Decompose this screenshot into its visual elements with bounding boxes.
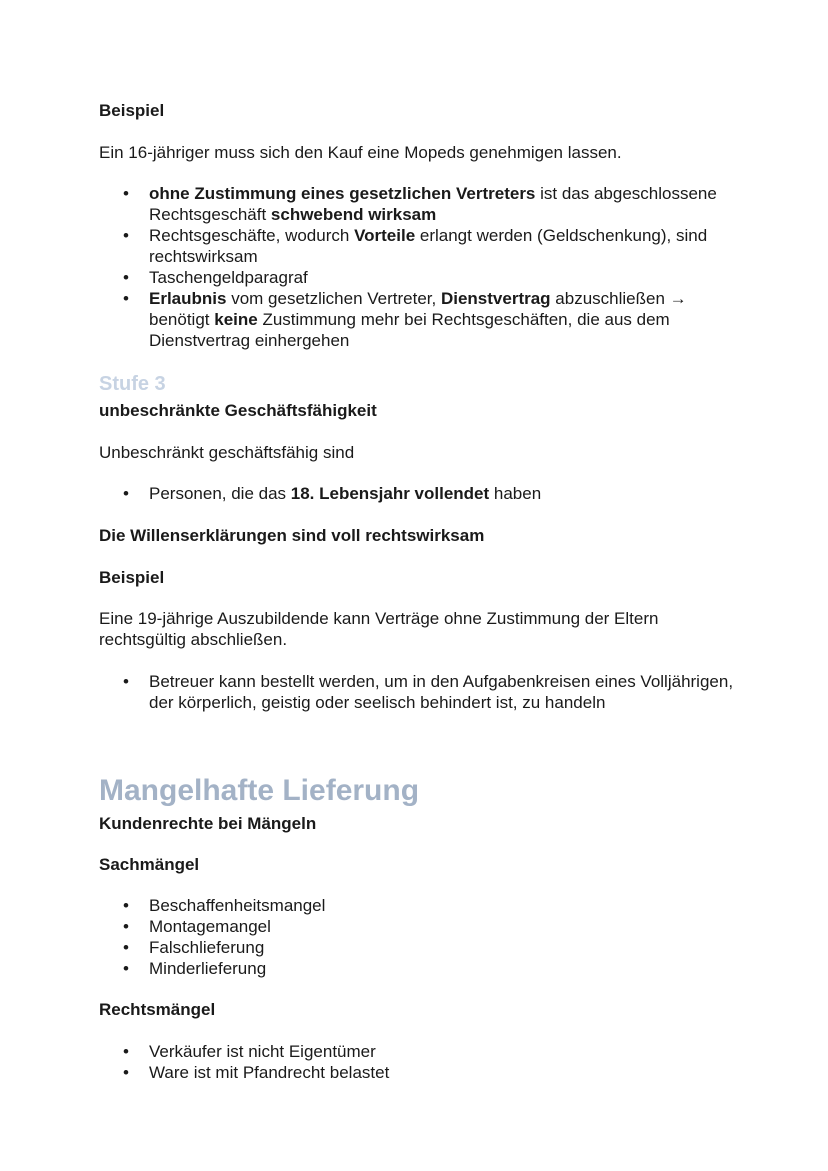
list-item	[99, 225, 739, 267]
stufe-3-subtitle: unbeschränkte Geschäftsfähigkeit	[99, 401, 377, 420]
list-item	[99, 483, 739, 504]
text: Personen, die das	[149, 484, 291, 503]
list-item: • Montagemangel	[99, 916, 739, 937]
text: Betreuer kann bestellt werden, um in den Aufgabenkreisen eines Volljährigen, der körperlich, geistig oder seelisch behindert ist, zu handeln	[149, 672, 734, 712]
text: vom gesetzlichen Vertreter,	[226, 289, 441, 308]
rechtsmaengel-heading: Rechtsmängel	[99, 1000, 216, 1019]
bold-text: 18. Lebensjahr vollendet	[290, 484, 490, 503]
sachmaengel-heading: Sachmängel	[99, 855, 200, 874]
list-item	[99, 267, 739, 288]
list-item: • Falschlieferung	[99, 937, 739, 958]
list-item	[99, 183, 739, 225]
bold-text: schwebend wirksam	[270, 205, 437, 224]
bold-text: keine	[214, 310, 258, 329]
bold-text: Vorteile	[354, 226, 416, 245]
text: Rechtsgeschäfte, wodurch	[149, 226, 355, 245]
text: Taschengeldparagraf	[149, 268, 308, 287]
stufe-3-statement: Die Willenserklärungen sind voll rechtswirksam	[99, 526, 485, 545]
stufe-3-example-bullet-list	[99, 671, 739, 713]
bold-text: ohne Zustimmung eines gesetzlichen Vertreters	[149, 184, 536, 203]
stufe-3-intro: Unbeschränkt geschäftsfähig sind	[99, 443, 355, 462]
list-item: • Minderlieferung	[99, 958, 739, 979]
mangelhafte-lieferung-heading: Mangelhafte Lieferung	[99, 774, 420, 807]
stufe-3-example-text: Eine 19-jährige Auszubildende kann Verträge ohne Zustimmung der Eltern rechtsgültig abschließen.	[99, 609, 659, 649]
list-item	[99, 671, 739, 713]
list-item: • Beschaffenheitsmangel	[99, 895, 739, 916]
bold-text: Erlaubnis	[149, 289, 227, 308]
text: haben	[489, 484, 542, 503]
text: Zustimmung mehr bei Rechtsgeschäften, die aus dem Dienstvertrag einhergehen	[149, 310, 670, 350]
example-bullet-list	[99, 183, 739, 351]
stufe-3-heading: Stufe 3	[99, 373, 166, 395]
example-intro: Ein 16-jähriger muss sich den Kauf eine Mopeds genehmigen lassen.	[99, 143, 622, 162]
example-heading: Beispiel	[99, 101, 165, 120]
kundenrechte-subtitle: Kundenrechte bei Mängeln	[99, 814, 317, 833]
sachmaengel-list	[99, 895, 739, 979]
text: abzuschließen → benötigt	[149, 289, 687, 329]
list-item	[99, 288, 739, 351]
list-item: • Ware ist mit Pfandrecht belastet	[99, 1062, 739, 1083]
list-item: • Verkäufer ist nicht Eigentümer	[99, 1041, 739, 1062]
bold-text: Dienstvertrag	[440, 289, 551, 308]
text: erlangt werden (Geldschenkung), sind rechtswirksam	[149, 226, 708, 266]
stufe-3-example-heading: Beispiel	[99, 568, 165, 587]
stufe-3-bullet-list	[99, 483, 739, 504]
rechtsmaengel-list	[99, 1041, 739, 1083]
text: ist das abgeschlossene Rechtsgeschäft	[149, 184, 717, 224]
